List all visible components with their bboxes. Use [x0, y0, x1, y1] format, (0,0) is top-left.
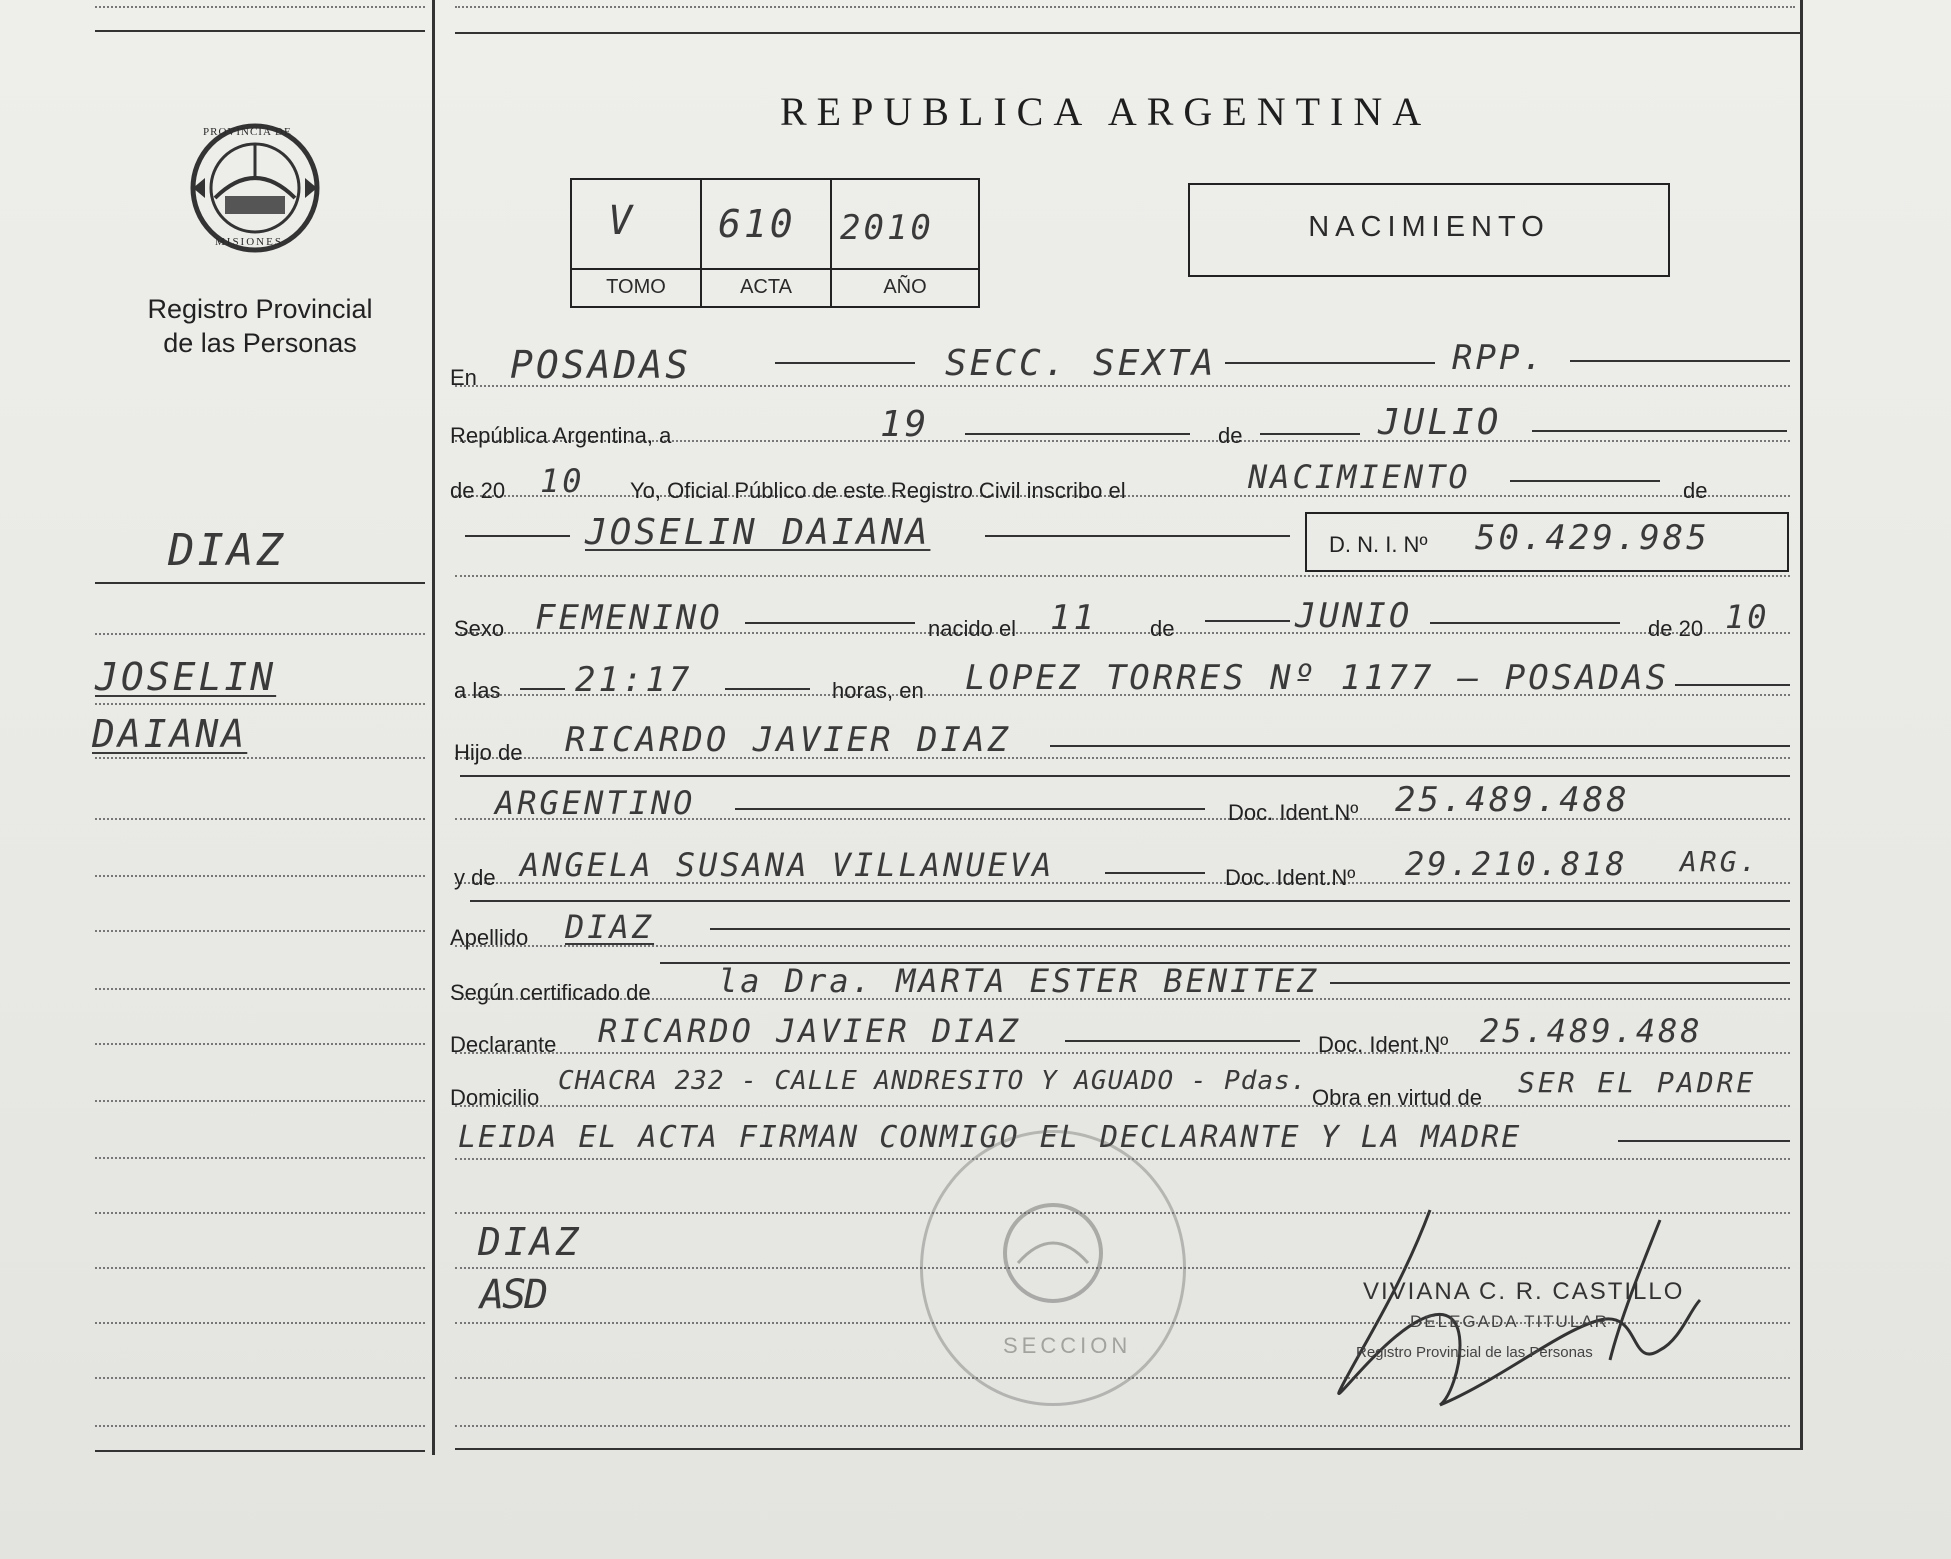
value-dni: 50.429.985: [1475, 518, 1710, 558]
value-madre-nac: ARG.: [1680, 845, 1760, 878]
official-role: DELEGADA TITULAR: [1410, 1312, 1609, 1331]
margin-top-rule: [95, 30, 425, 32]
value-certificado: la Dra. MARTA ESTER BENITEZ: [718, 962, 1320, 1000]
label-declarante: Declarante: [450, 1032, 557, 1057]
acta-label: ACTA: [740, 276, 792, 298]
label-domicilio: Domicilio: [450, 1085, 540, 1110]
value-domicilio: CHACRA 232 - CALLE ANDRESITO Y AGUADO - Pdas.: [558, 1066, 1308, 1096]
main-top-rule: [455, 32, 1800, 34]
acta-cell: [700, 178, 832, 308]
value-leida: LEIDA EL ACTA FIRMAN CONMIGO EL DECLARANTE Y LA MADRE: [458, 1120, 1522, 1155]
label-nacido-el: nacido el: [928, 616, 1017, 641]
official-stamp: [920, 1130, 1186, 1406]
registry-line1: Registro Provincial: [147, 294, 373, 324]
value-anio: 10: [540, 462, 585, 500]
value-lugar: POSADAS: [510, 343, 692, 387]
label-horas-en: horas, en: [832, 678, 924, 703]
value-nac-dia: 11: [1050, 598, 1097, 638]
right-border: [1800, 0, 1803, 1450]
value-tipo: NACIMIENTO: [1248, 458, 1471, 496]
official-name: VIVIANA C. R. CASTILLO: [1363, 1278, 1685, 1305]
document-type-box: [1188, 183, 1670, 277]
label-yo-oficial: Yo, Oficial Público de este Registro Civil inscribo el: [630, 478, 1126, 503]
label-doc-ident: Doc. Ident.Nº: [1228, 800, 1359, 825]
value-lugar-nac: LOPEZ TORRES Nº 1177 — POSADAS: [965, 658, 1670, 698]
label-de20-2: de 20: [1648, 616, 1704, 641]
value-nombre: JOSELIN DAIANA: [585, 512, 931, 553]
value-mes: JULIO: [1378, 402, 1502, 443]
stamp-emblem-icon: [993, 1193, 1113, 1333]
margin-sig-initials: ASD: [480, 1272, 547, 1318]
tomo-label: TOMO: [606, 276, 666, 298]
label-doc-ident-3: Doc. Ident.Nº: [1318, 1032, 1449, 1057]
value-rpp: RPP.: [1452, 338, 1546, 378]
label-obra-virtud: Obra en virtud de: [1312, 1085, 1482, 1110]
value-hora: 21:17: [575, 660, 693, 700]
seal-text-bottom: MISIONES: [215, 236, 283, 248]
tomo-value: V: [608, 198, 636, 244]
province-seal: [185, 118, 325, 258]
label-de: de: [1218, 423, 1243, 448]
registry-line2: de las Personas: [163, 328, 357, 358]
label-de-2: de: [1683, 478, 1708, 503]
label-en: En: [450, 365, 477, 390]
seal-text-top: PROVINCIA DE: [203, 126, 292, 138]
value-padre-nac: ARGENTINO: [495, 784, 696, 822]
value-padre-doc: 25.489.488: [1395, 780, 1630, 820]
value-padre: RICARDO JAVIER DIAZ: [565, 720, 1011, 760]
label-y-de: y de: [454, 865, 496, 890]
margin-divider: [432, 0, 435, 1455]
tomo-cell: [570, 178, 702, 308]
document-type: NACIMIENTO: [1308, 211, 1550, 243]
value-madre: ANGELA SUSANA VILLANUEVA: [520, 846, 1055, 884]
label-apellido: Apellido: [450, 925, 529, 950]
label-segun-cert: Según certificado de: [450, 980, 651, 1005]
value-madre-doc: 29.210.818: [1405, 845, 1628, 883]
value-sexo: FEMENINO: [535, 598, 723, 638]
value-nac-anio: 10: [1725, 598, 1770, 636]
margin-given2: DAIANA: [92, 712, 248, 756]
registry-name: [95, 292, 425, 360]
margin-sig-name: DIAZ: [478, 1220, 582, 1264]
label-a-las: a las: [454, 678, 501, 703]
margin-given1: JOSELIN: [95, 655, 277, 699]
value-apellido: DIAZ: [565, 908, 655, 946]
label-republica-a: República Argentina, a: [450, 423, 672, 448]
label-doc-ident-2: Doc. Ident.Nº: [1225, 865, 1356, 890]
value-declarante: RICARDO JAVIER DIAZ: [598, 1012, 1022, 1050]
main-top-dots: [455, 6, 1795, 8]
value-obra: SER EL PADRE: [1518, 1066, 1757, 1099]
value-nac-mes: JUNIO: [1295, 596, 1413, 636]
stamp-text: SECCION: [1003, 1333, 1132, 1358]
label-de-3: de: [1150, 616, 1175, 641]
value-seccion: SECC. SEXTA: [945, 343, 1217, 384]
label-sexo: Sexo: [454, 616, 505, 641]
value-declarante-doc: 25.489.488: [1480, 1012, 1703, 1050]
dni-box: [1305, 512, 1789, 572]
margin-top-dots: [95, 6, 425, 8]
main-bottom-rule: [455, 1448, 1800, 1450]
label-hijo-de: Hijo de: [454, 740, 523, 765]
country-title: REPUBLICA ARGENTINA: [780, 89, 1432, 134]
margin-surname: DIAZ: [168, 525, 286, 576]
record-number-table: [570, 178, 980, 308]
ano-value: 2010: [840, 208, 934, 248]
ano-cell: [830, 178, 980, 308]
label-dni: D. N. I. Nº: [1329, 532, 1428, 557]
value-dia: 19: [880, 404, 930, 445]
acta-value: 610: [718, 202, 796, 246]
label-de20: de 20: [450, 478, 506, 503]
official-office: Registro Provincial de las Personas: [1356, 1344, 1593, 1361]
margin-bottom-rule: [95, 1450, 425, 1452]
ano-label: AÑO: [883, 276, 927, 298]
